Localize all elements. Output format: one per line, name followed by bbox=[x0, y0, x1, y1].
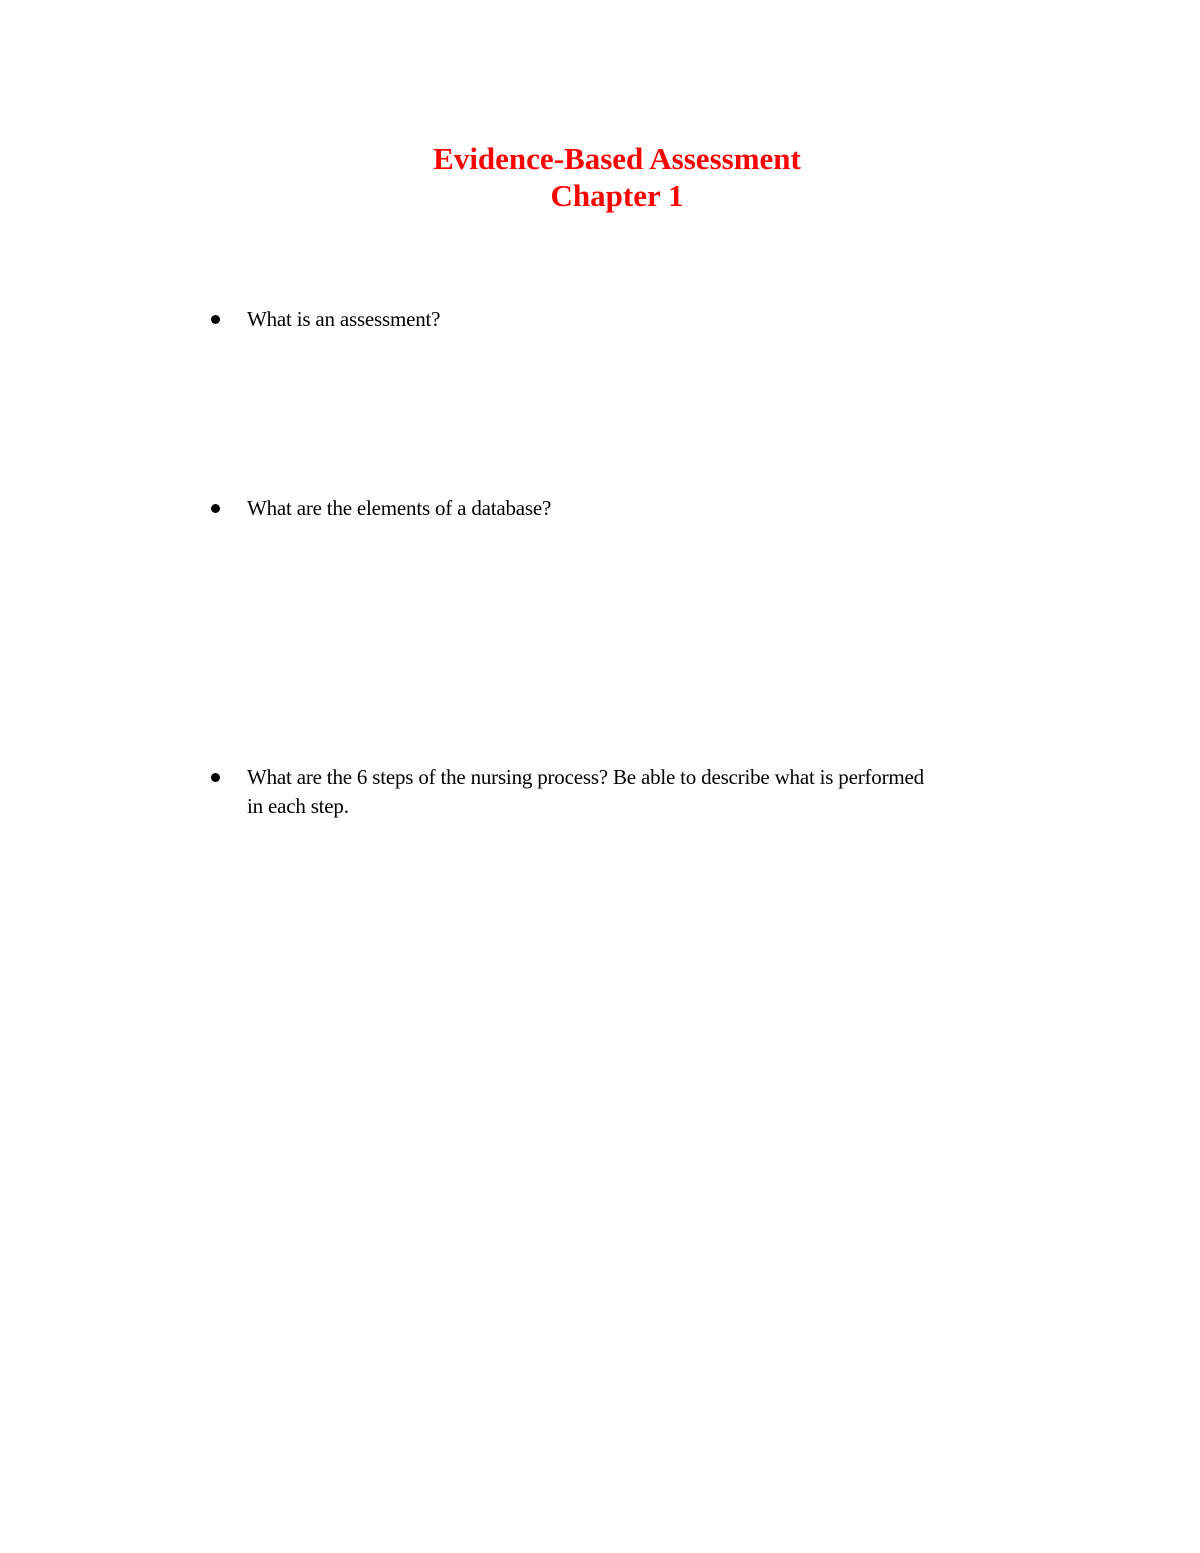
bullet-icon bbox=[211, 504, 220, 513]
question-list-item bbox=[211, 305, 931, 334]
question-text: What is an assessment? bbox=[247, 307, 441, 331]
bullet-icon bbox=[211, 315, 220, 324]
question-text: What are the 6 steps of the nursing process? Be able to describe what is performed in each step. bbox=[247, 765, 924, 818]
bullet-icon bbox=[211, 773, 220, 782]
question-list-item bbox=[211, 763, 931, 821]
page-title: Evidence-Based Assessment bbox=[433, 141, 801, 176]
question-list-item bbox=[211, 494, 931, 523]
question-text: What are the elements of a database? bbox=[247, 496, 552, 520]
chapter-subtitle: Chapter 1 bbox=[550, 178, 684, 213]
title-block bbox=[0, 140, 1200, 214]
